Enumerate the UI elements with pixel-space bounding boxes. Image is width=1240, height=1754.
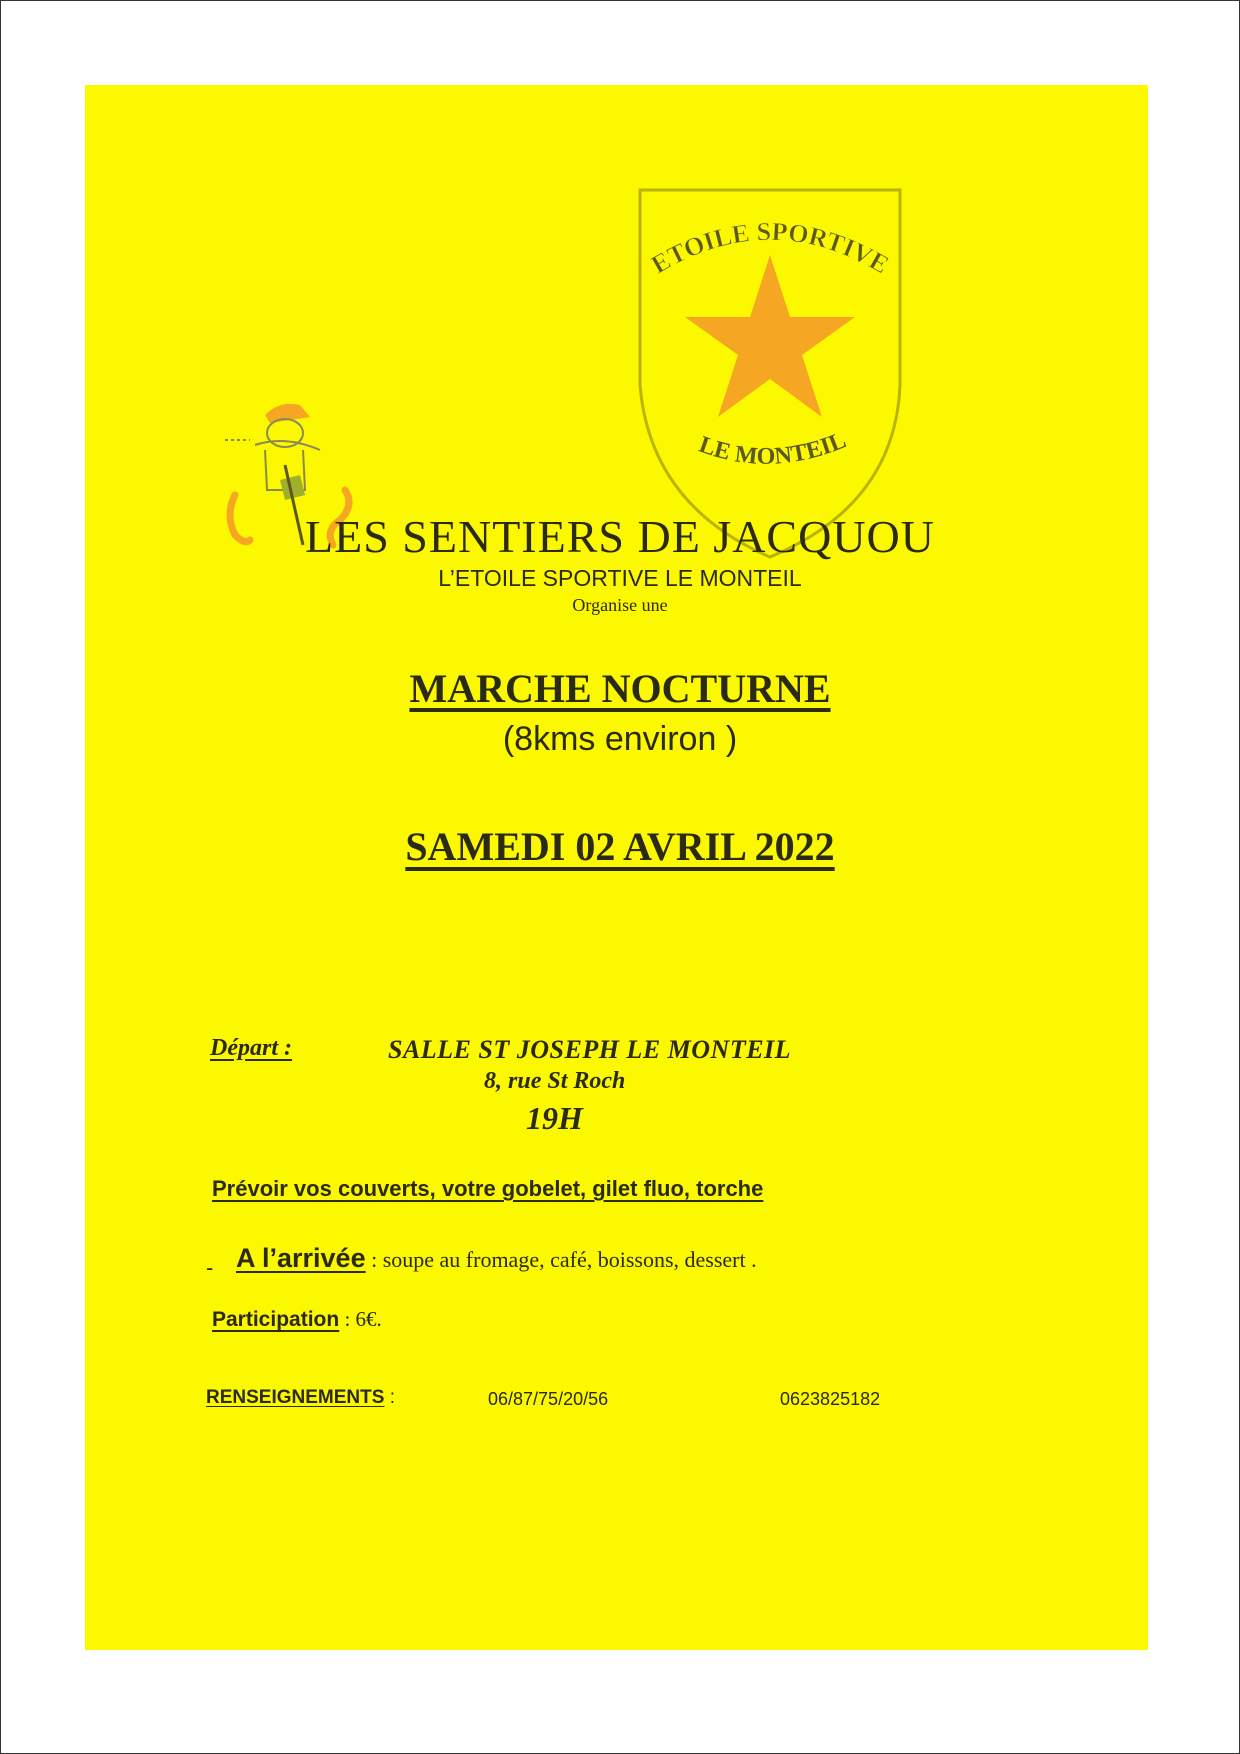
organizer-name: L’ETOILE SPORTIVE LE MONTEIL	[438, 565, 802, 591]
page-title: LES SENTIERS DE JACQUOU	[305, 511, 935, 562]
equipment-note: Prévoir vos couverts, votre gobelet, gilet fluo, torche	[212, 1176, 764, 1201]
arrival-text: : soupe au fromage, café, boissons, dessert .	[365, 1247, 757, 1272]
departure-street: 8, rue St Roch	[484, 1068, 626, 1094]
info-line	[206, 1387, 395, 1409]
star-icon	[685, 255, 855, 417]
participation-label: Participation	[212, 1308, 340, 1331]
organise-text: Organise une	[572, 595, 668, 615]
participation-line	[212, 1307, 382, 1332]
phone-number-2: 0623825182	[780, 1389, 881, 1409]
info-colon: :	[384, 1387, 395, 1408]
club-crest-logo	[630, 185, 910, 565]
arrival-line	[236, 1243, 757, 1274]
crest-bottom-text: LE MONTEIL	[695, 427, 850, 470]
participation-value: : 6€.	[339, 1307, 382, 1331]
departure-label: Départ :	[210, 1035, 292, 1061]
arrival-dash: -	[206, 1255, 214, 1280]
event-distance: (8kms environ )	[502, 720, 738, 758]
crest-top-text: ETOILE SPORTIVE	[646, 216, 894, 280]
event-date: SAMEDI 02 AVRIL 2022	[405, 824, 835, 869]
event-name: MARCHE NOCTURNE	[409, 666, 831, 711]
departure-time: 19H	[526, 1100, 583, 1136]
info-label: RENSEIGNEMENTS	[206, 1387, 385, 1408]
phone-number-1: 06/87/75/20/56	[488, 1389, 609, 1409]
departure-venue: SALLE ST JOSEPH LE MONTEIL	[388, 1035, 792, 1064]
arrival-label: A l’arrivée	[236, 1243, 366, 1273]
